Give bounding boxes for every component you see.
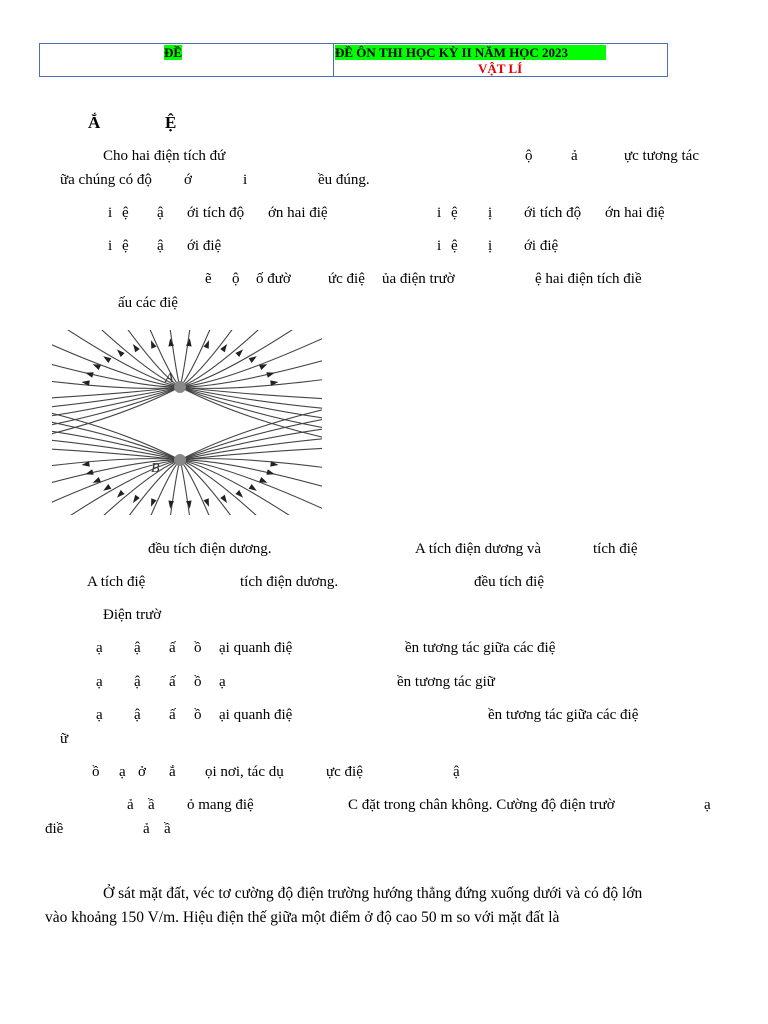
q4-a-2: ầ xyxy=(148,797,155,813)
q1-option-c-4: ới điệ xyxy=(187,238,222,254)
q2-line1e: ủa điện trườ xyxy=(382,271,455,287)
header-divider xyxy=(333,43,334,77)
q1-line1d: ực tương tác xyxy=(624,148,699,164)
header-subject: VẬT LÍ xyxy=(478,61,523,76)
q3-c-5: ại quanh điệ xyxy=(219,707,293,723)
q4-b-2: ả xyxy=(143,821,150,837)
q5-line2: vào khoảng 150 V/m. Hiệu điện thế giữa một điểm ở độ cao 50 m so với mặt đất là xyxy=(45,909,560,926)
section-heading-part2: Ệ xyxy=(165,113,177,132)
q1-option-d-3: ị xyxy=(488,238,493,254)
q1-option-b-2: ệ xyxy=(451,205,458,221)
q2-line1f: ệ hai điện tích điề xyxy=(535,271,642,287)
q3-c-6: ền tương tác giữa các điệ xyxy=(488,707,639,723)
q3-d-4: ắ xyxy=(169,764,176,780)
q3-a-2: ậ xyxy=(134,640,141,656)
q4-a-1: ả xyxy=(127,797,134,813)
q3-c-3: ấ xyxy=(169,707,176,723)
q2-line1c: ố đườ xyxy=(256,271,291,287)
q1-option-a-1: i xyxy=(108,205,113,221)
q2-line1a: ẽ xyxy=(205,271,212,287)
q1-option-b-1: i xyxy=(437,205,442,221)
electric-field-figure xyxy=(52,330,322,515)
q3-c-1: ạ xyxy=(96,707,103,723)
q3-d-2: ạ xyxy=(119,764,126,780)
q1-option-a-5: ớn hai điệ xyxy=(268,205,328,221)
q3-b-6: ền tương tác giữ xyxy=(397,674,495,690)
q3-c-4: ồ xyxy=(194,707,202,723)
q3-d-7: ậ xyxy=(453,764,460,780)
q2-line2: ấu các điệ xyxy=(118,295,178,311)
q3-d-1: ồ xyxy=(92,764,100,780)
q1-line2d: ều đúng. xyxy=(318,172,370,188)
q3-d-5: ọi nơi, tác dụ xyxy=(205,764,284,780)
q3-d-3: ở xyxy=(138,764,146,780)
q4-a-5: ạ xyxy=(704,797,711,813)
q3-a-1: ạ xyxy=(96,640,103,656)
q2-option-b-1: A tích điện dương và xyxy=(415,541,542,557)
q2-option-a: đều tích điện dương. xyxy=(148,541,272,557)
q3-a-4: ồ xyxy=(194,640,202,656)
q1-line2a: ữa chúng có độ xyxy=(60,172,152,188)
header-left-label: ĐỀ xyxy=(164,45,183,60)
q3-d-6: ực điệ xyxy=(326,764,363,780)
q1-option-a-3: ậ xyxy=(157,205,164,221)
q1-option-b-4: ới tích độ xyxy=(524,205,582,221)
q3-stem: Điện trườ xyxy=(103,607,162,623)
q1-option-d-2: ệ xyxy=(451,238,458,254)
section-heading-part1: Ắ xyxy=(88,113,101,132)
q3-a-3: ấ xyxy=(169,640,176,656)
q2-option-d: đều tích điệ xyxy=(474,574,544,590)
q3-c-7: ữ xyxy=(60,731,69,747)
q5-line1: Ở sát mặt đất, véc tơ cường độ điện trường hướng thẳng đứng xuống dưới và có độ lớn xyxy=(103,885,643,902)
charge-a xyxy=(174,381,186,393)
q1-option-d-4: ới điệ xyxy=(524,238,559,254)
q1-line1c: ả xyxy=(571,148,578,164)
q1-option-a-2: ệ xyxy=(122,205,129,221)
q2-option-c-1: A tích điệ xyxy=(87,574,146,590)
q2-line1d: ức điệ xyxy=(328,271,365,287)
q1-line1a: Cho hai điện tích đứ xyxy=(103,148,226,164)
q1-option-a-4: ới tích độ xyxy=(187,205,245,221)
q1-option-c-2: ệ xyxy=(122,238,129,254)
q1-line2c: i xyxy=(243,172,248,188)
charge-b xyxy=(174,454,186,466)
q4-a-4: C đặt trong chân không. Cường độ điện trườ xyxy=(348,797,615,813)
q1-option-c-3: ậ xyxy=(157,238,164,254)
q1-option-b-5: ớn hai điệ xyxy=(605,205,665,221)
q3-b-4: ồ xyxy=(194,674,202,690)
q3-a-5: ại quanh điệ xyxy=(219,640,293,656)
figure-label-b: B xyxy=(151,461,160,476)
q3-b-2: ậ xyxy=(134,674,141,690)
q2-option-c-2: tích điện dương. xyxy=(240,574,339,590)
q2-option-b-2: tích điệ xyxy=(593,541,638,557)
q1-option-c-1: i xyxy=(108,238,113,254)
q3-b-1: ạ xyxy=(96,674,103,690)
q3-c-2: ậ xyxy=(134,707,141,723)
q1-option-b-3: ị xyxy=(488,205,493,221)
q2-line1b: ộ xyxy=(232,271,240,287)
q3-a-6: ền tương tác giữa các điệ xyxy=(405,640,556,656)
q1-option-d-1: i xyxy=(437,238,442,254)
q4-b-1: điề xyxy=(45,821,64,837)
q1-line2b: ớ xyxy=(184,172,192,188)
q1-line1b: ộ xyxy=(525,148,533,164)
q4-b-3: ầ xyxy=(164,821,171,837)
figure-label-a: A xyxy=(165,371,174,386)
q3-b-3: ấ xyxy=(169,674,176,690)
header-title: ĐỀ ÔN THI HỌC KỲ II NĂM HỌC 2023 xyxy=(335,45,606,60)
q3-b-5: ạ xyxy=(219,674,226,690)
q4-a-3: ỏ mang điệ xyxy=(187,797,254,813)
